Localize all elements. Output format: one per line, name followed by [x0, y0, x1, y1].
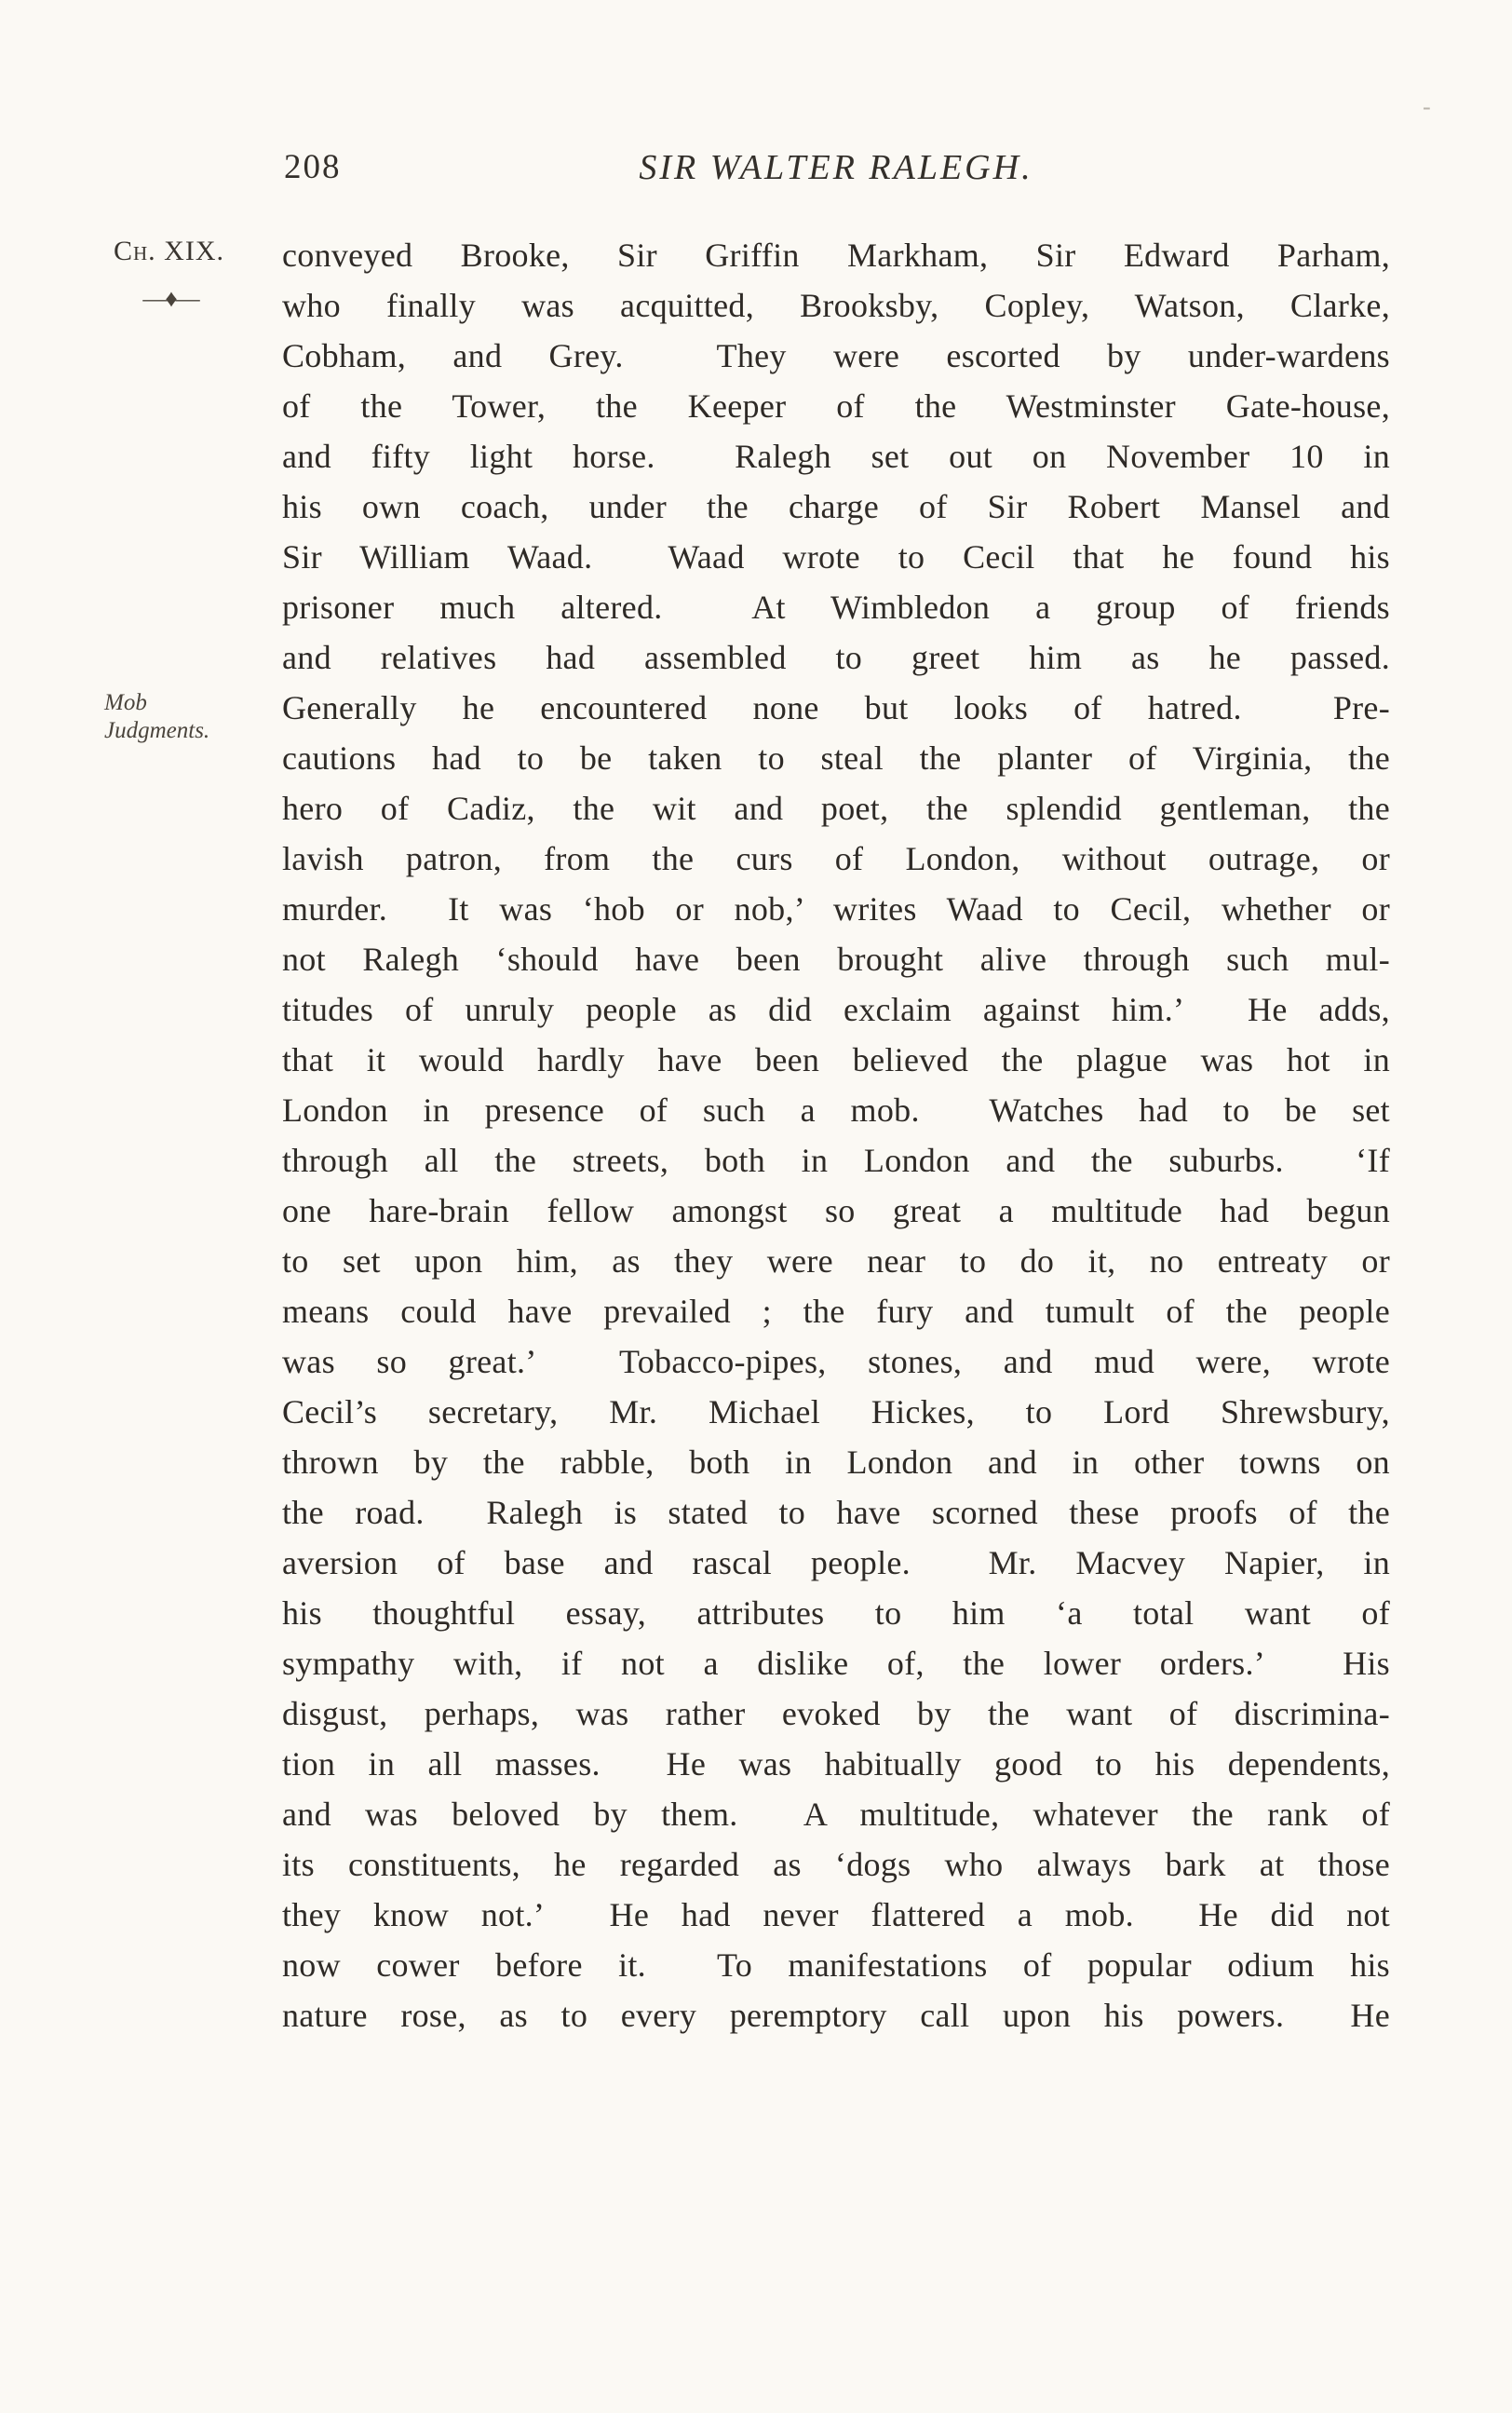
- body-line: and fifty light horse. Ralegh set out on November 10 in: [282, 438, 1390, 475]
- body-line: murder. It was ‘hob or nob,’ writes Waad to Cecil, whether or: [282, 890, 1390, 928]
- body-line: prisoner much altered. At Wimbledon a group of friends: [282, 589, 1390, 626]
- body-line: Cobham, and Grey. They were escorted by under-wardens: [282, 337, 1390, 374]
- body-line: Generally he encountered none but looks of hatred. Pre-: [282, 689, 1390, 726]
- body-line: through all the streets, both in London and the suburbs. ‘If: [282, 1142, 1390, 1179]
- body-line: his thoughtful essay, attributes to him ‘a total want of: [282, 1594, 1390, 1632]
- body-line: tion in all masses. He was habitually good to his dependents,: [282, 1745, 1390, 1783]
- body-line: of the Tower, the Keeper of the Westminster Gate-house,: [282, 387, 1390, 425]
- side-note-line: Mob: [104, 690, 147, 715]
- body-line: means could have prevailed ; the fury and tumult of the people: [282, 1293, 1390, 1330]
- body-line: one hare-brain fellow amongst so great a multitude had begun: [282, 1192, 1390, 1229]
- body-line: was so great.’ Tobacco-pipes, stones, and mud were, wrote: [282, 1343, 1390, 1380]
- page-number: 208: [284, 148, 342, 186]
- body-line: now cower before it. To manifestations of popular odium his: [282, 1946, 1390, 1984]
- body-line: cautions had to be taken to steal the planter of Virginia, the: [282, 739, 1390, 777]
- body-line: Cecil’s secretary, Mr. Michael Hickes, to Lord Shrewsbury,: [282, 1393, 1390, 1430]
- body-line: sympathy with, if not a dislike of, the lower orders.’ His: [282, 1645, 1390, 1682]
- scan-speck: -: [1423, 93, 1431, 120]
- body-line: disgust, perhaps, was rather evoked by the want of discrimina-: [282, 1695, 1390, 1732]
- body-line: they know not.’ He had never flattered a mob. He did not: [282, 1896, 1390, 1933]
- body-line: titudes of unruly people as did exclaim against him.’ He adds,: [282, 991, 1390, 1028]
- body-line: that it would hardly have been believed the plague was hot in: [282, 1041, 1390, 1078]
- body-line: who finally was acquitted, Brooksby, Copley, Watson, Clarke,: [282, 287, 1390, 324]
- body-line: lavish patron, from the curs of London, without outrage, or: [282, 840, 1390, 877]
- page-header: [282, 147, 1390, 196]
- side-note-line: Judgments.: [104, 718, 210, 743]
- body-line: Sir William Waad. Waad wrote to Cecil that he found his: [282, 538, 1390, 576]
- body-line: London in presence of such a mob. Watches had to be set: [282, 1091, 1390, 1129]
- body-line: not Ralegh ‘should have been brought alive through such mul-: [282, 941, 1390, 978]
- side-note-mob-judgments: [104, 689, 272, 745]
- chapter-ornament: —♦—: [142, 285, 198, 312]
- body-line: hero of Cadiz, the wit and poet, the splendid gentleman, the: [282, 790, 1390, 827]
- body-text: [282, 230, 1390, 2040]
- body-line: its constituents, he regarded as ‘dogs who always bark at those: [282, 1846, 1390, 1883]
- body-line: nature rose, as to every peremptory call upon his powers. He: [282, 1997, 1390, 2034]
- body-line: conveyed Brooke, Sir Griffin Markham, Sir Edward Parham,: [282, 237, 1390, 274]
- body-line: his own coach, under the charge of Sir Robert Mansel and: [282, 488, 1390, 525]
- body-line: and relatives had assembled to greet him as he passed.: [282, 639, 1390, 676]
- body-line: aversion of base and rascal people. Mr. Macvey Napier, in: [282, 1544, 1390, 1581]
- body-line: the road. Ralegh is stated to have scorned these proofs of the: [282, 1494, 1390, 1531]
- body-line: thrown by the rabble, both in London and in other towns on: [282, 1444, 1390, 1481]
- chapter-margin-note: Ch. XIX.: [114, 236, 224, 266]
- body-line: and was beloved by them. A multitude, whatever the rank of: [282, 1796, 1390, 1833]
- running-title: SIR WALTER RALEGH.: [639, 148, 1033, 187]
- body-line: to set upon him, as they were near to do it, no entreaty or: [282, 1242, 1390, 1280]
